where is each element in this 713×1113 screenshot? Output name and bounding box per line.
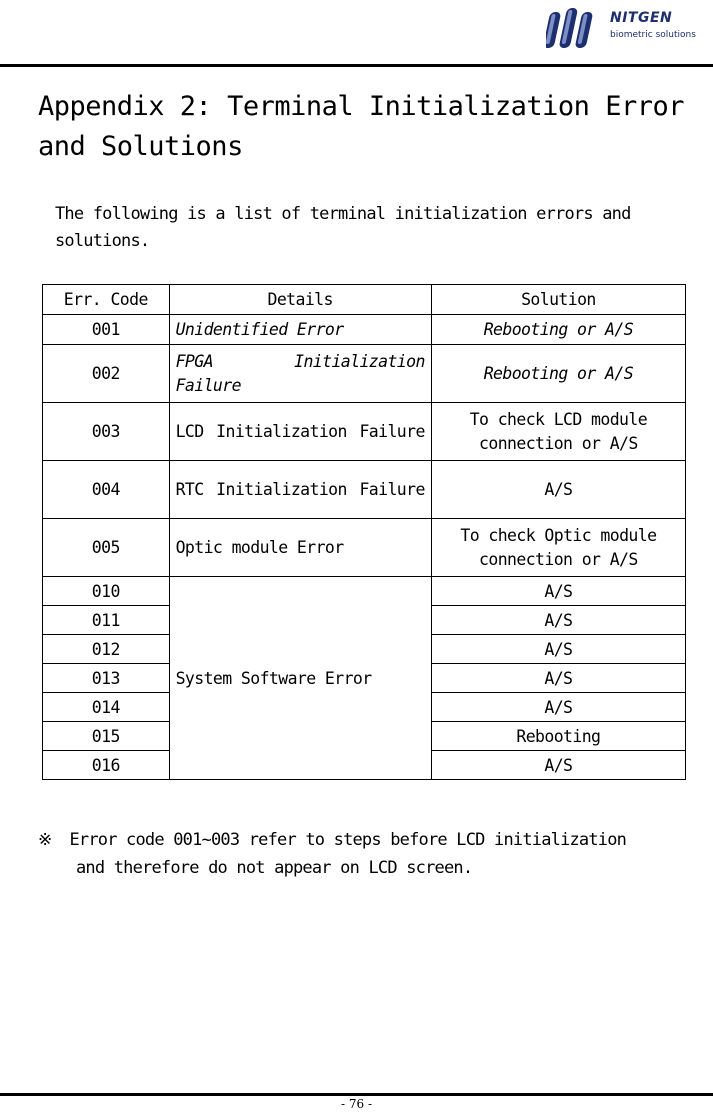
- err-code-cell: 002: [43, 345, 170, 403]
- details-cell: LCD Initialization Failure: [169, 403, 431, 461]
- footer-rule: [0, 1093, 713, 1096]
- nitgen-logo: [546, 4, 712, 52]
- err-code-cell: 003: [43, 403, 170, 461]
- solution-cell: A/S: [431, 751, 685, 780]
- solution-cell: Rebooting or A/S: [431, 315, 685, 345]
- solution-cell: A/S: [431, 577, 685, 606]
- solution-cell: A/S: [431, 693, 685, 722]
- err-code-cell: 013: [43, 664, 170, 693]
- table-row: [43, 345, 686, 403]
- err-code-cell: 001: [43, 315, 170, 345]
- solution-cell: Rebooting or A/S: [431, 345, 685, 403]
- solution-cell: A/S: [431, 635, 685, 664]
- details-cell: FPGA Initialization Failure: [169, 345, 431, 403]
- logo-tagline: biometric solutions: [610, 30, 696, 40]
- err-code-cell: 011: [43, 606, 170, 635]
- solution-cell: A/S: [431, 664, 685, 693]
- details-cell-merged: System Software Error: [169, 577, 431, 780]
- footnote: [38, 826, 688, 882]
- header-details: Details: [169, 285, 431, 315]
- page-title: Appendix 2: Terminal Initialization Error and Solutions: [38, 91, 684, 162]
- solution-cell: To check Optic module connection or A/S: [431, 519, 685, 577]
- logo-mark-icon: [546, 4, 606, 52]
- table-header-row: [43, 285, 686, 315]
- table-row: [43, 461, 686, 519]
- reference-mark-icon: ※: [38, 830, 52, 850]
- err-code-cell: 016: [43, 751, 170, 780]
- err-code-cell: 004: [43, 461, 170, 519]
- solution-cell: Rebooting: [431, 722, 685, 751]
- err-code-cell: 014: [43, 693, 170, 722]
- header-rule: [0, 64, 713, 67]
- table-row: [43, 519, 686, 577]
- table-row: [43, 403, 686, 461]
- err-code-cell: 005: [43, 519, 170, 577]
- page-number: - 76 -: [340, 1097, 372, 1111]
- solution-cell: To check LCD module connection or A/S: [431, 403, 685, 461]
- error-table: [42, 284, 686, 780]
- intro-paragraph: The following is a list of terminal initialization errors and solutions.: [55, 204, 631, 251]
- details-cell: Optic module Error: [169, 519, 431, 577]
- header-solution: Solution: [431, 285, 685, 315]
- logo-name: NITGEN: [610, 10, 673, 26]
- header-err-code: Err. Code: [43, 285, 170, 315]
- table-row: [43, 577, 686, 606]
- solution-cell: A/S: [431, 461, 685, 519]
- footnote-line-2: and therefore do not appear on LCD screen.: [76, 858, 473, 878]
- table-row: [43, 315, 686, 345]
- err-code-cell: 012: [43, 635, 170, 664]
- details-cell: Unidentified Error: [169, 315, 431, 345]
- details-cell: RTC Initialization Failure: [169, 461, 431, 519]
- footnote-line-1: Error code 001~003 refer to steps before LCD initialization: [69, 830, 627, 850]
- err-code-cell: 010: [43, 577, 170, 606]
- err-code-cell: 015: [43, 722, 170, 751]
- solution-cell: A/S: [431, 606, 685, 635]
